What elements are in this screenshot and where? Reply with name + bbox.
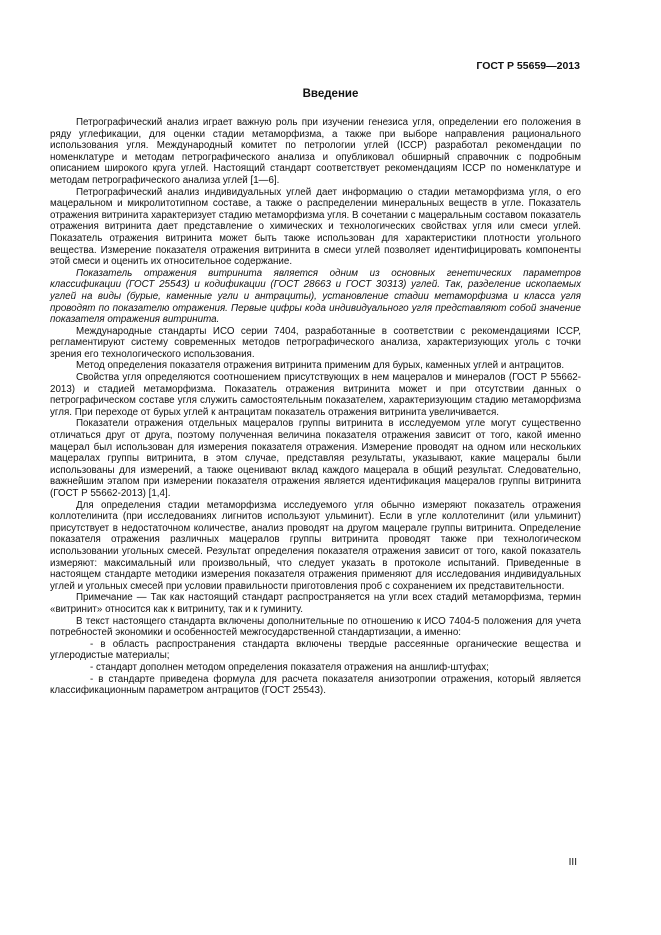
list-item: - стандарт дополнен методом определения показателя отражения на аншлиф-штуфах;: [90, 661, 489, 673]
body-text: [50, 117, 581, 697]
section-title: Введение: [302, 88, 359, 100]
list-item: - в стандарте приведена формула для расчета показателя анизотропии отражения, который является классификационным параметром антрацитов (ГОСТ 25543).: [50, 673, 581, 697]
paragraph: Международные стандарты ИСО серии 7404, разработанные в соответствии с рекомендациями ICCP, регламентируют систему современных методов петрографического анализа, характеризующих уголь с точки зрения его технологического использования.: [50, 325, 581, 360]
paragraph: Для определения стадии метаморфизма исследуемого угля обычно измеряют показатель отражения коллотелинита (при исследованиях лигнитов используют ульминит). Если в угле коллотелинит (или ульминит) присутствует в недостаточном количестве, анализ проводят на другом мацерале группы витринита. Определение показателя отражения различных мацералов группы витринита проводят также при технологическом использовании угольных смесей. Результат определения показателя отражения зависит от того, какой показатель измеряют: максимальный или произвольный, что следует указать в протоколе испытаний. Приведенные в настоящем стандарте методики измерения показателя отражения применяют для исследования индивидуальных углей и угольных смесей при условии правильности приготовления проб с сохранением их представительности.: [50, 499, 581, 592]
page-number: III: [568, 857, 577, 868]
paragraph: Петрографический анализ играет важную роль при изучении генезиса угля, определении его положения в ряду углефикации, для оценки стадии метаморфизма, а также при выборе направления рационального использования угля. Международный комитет по петрологии углей (ICCP) разработал рекомендации по номенклатуре и методам петрографического анализа и опубликовал обширный справочник с подробным описанием широкого круга углей. Настоящий стандарт соответствует рекомендациям ICCP по номенклатуре и методам петрографического анализа углей [1—6].: [50, 117, 581, 186]
list-item: - в область распространения стандарта включены твердые рассеянные органические вещества и углеродистые материалы;: [50, 638, 581, 662]
standard-number: ГОСТ Р 55659—2013: [476, 60, 580, 72]
paragraph: Свойства угля определяются соотношением присутствующих в нем мацералов и минералов (ГОСТ Р 55662-2013) и стадией метаморфизма. Показатель отражения витринита может и при отсутствии данных о петрографическом составе угля служить самостоятельным показателем, характеризующим стадию метаморфизма угля. При переходе от бурых углей к антрацитам показатель отражения витринита увеличивается.: [50, 372, 581, 418]
paragraph: В текст настоящего стандарта включены дополнительные по отношению к ИСО 7404-5 положения для учета потребностей экономики и особенностей межгосударственной стандартизации, а именно:: [50, 615, 581, 639]
note-paragraph: Примечание — Так как настоящий стандарт распространяется на угли всех стадий метаморфизма, термин «витринит» относится как к витриниту, так и к гуминиту.: [50, 592, 581, 615]
paragraph: Метод определения показателя отражения витринита применим для бурых, каменных углей и антрацитов.: [76, 360, 565, 372]
paragraph: Петрографический анализ индивидуальных углей дает информацию о стадии метаморфизма угля, о его мацеральном и микролитотипном составе, а также о распределении минеральных веществ в угле. Показатель отражения витринита характеризует стадию метаморфизма угля. В сочетании с мацеральным составом показатель отражения витринита дает представление о химических и технологических свойствах угля или смеси углей. Показатель отражения витринита может быть также использован для характеристики плотности угольного вещества. Измерение показателя отражения витринита в смеси углей позволяет идентифицировать компоненты этой смеси и оценить их относительное содержание.: [50, 186, 581, 268]
paragraph-italic: Показатель отражения витринита является одним из основных генетических параметров классификации (ГОСТ 25543) и кодификации (ГОСТ 28663 и ГОСТ 30313) углей. Так, разделение ископаемых углей на виды (бурые, каменные угли и антрациты), установление стадии метаморфизма и класса угля проводят по показателю отражения. Первые цифры кода индивидуального угля представляют собой значение показателя отражения витринита.: [50, 267, 581, 326]
paragraph: Показатели отражения отдельных мацералов группы витринита в исследуемом угле могут существенно отличаться друг от друга, поэтому полученная величина показателя отражения зависит от того, какой именно мацерал был использован для измерения показателя отражения. Измерение проводят на одном или нескольких мацералах группы витринита, в этом случае, представляя результаты, указывают, какие мацералы были использованы для измерений, а также оценивают вклад каждого мацерала в общий результат. Следовательно, важнейшим этапом при измерении показателя отражения является идентификация мацералов группы витринита (ГОСТ Р 55662-2013) [1,4].: [50, 418, 581, 499]
